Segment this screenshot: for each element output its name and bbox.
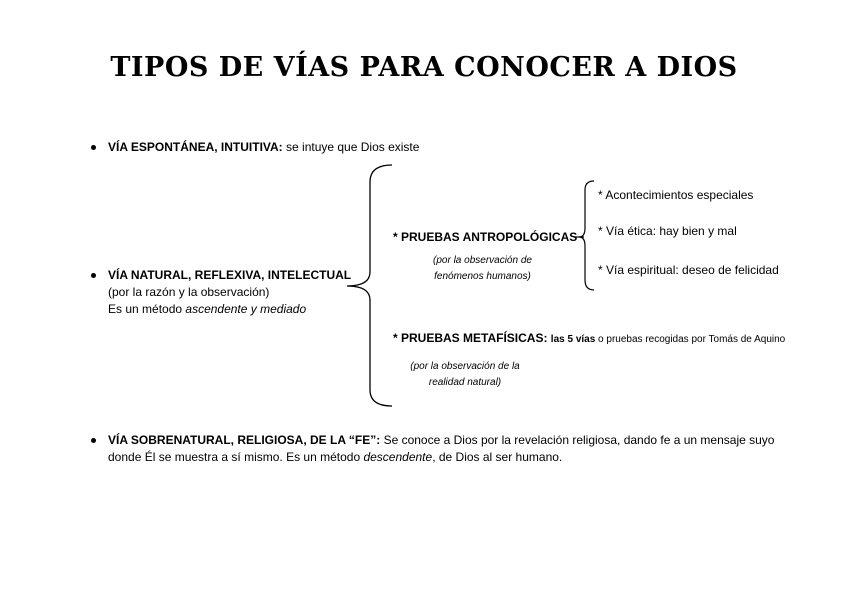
metafisicas-text: o pruebas recogidas por Tomás de Aquino <box>595 334 786 345</box>
antropologicas-label: * PRUEBAS ANTROPOLÓGICAS <box>393 230 578 244</box>
antropologicas-item-1: * Acontecimientos especiales <box>598 188 754 202</box>
via-natural-line3-italic: ascendente y mediado <box>185 302 307 316</box>
antropologicas-item-2: * Vía ética: hay bien y mal <box>598 224 737 238</box>
bullet-icon <box>91 438 96 443</box>
via-espontanea-text: se intuye que Dios existe <box>282 140 420 154</box>
via-natural-line2: (por la razón y la observación) <box>108 285 270 299</box>
via-natural-line3-prefix: Es un método <box>108 302 186 316</box>
via-sobrenatural-text1: Se conoce a Dios por la revelación religiosa, dando fe a un mensaje suyo <box>380 433 775 447</box>
main-brace-icon <box>347 165 392 406</box>
metafisicas-vias: las 5 vías <box>550 334 596 345</box>
via-natural-label: VÍA NATURAL, REFLEXIVA, INTELECTUAL <box>108 268 352 282</box>
antropologicas-note: (por la observación de fenómenos humanos) <box>433 255 532 282</box>
via-espontanea-label: VÍA ESPONTÁNEA, INTUITIVA: <box>108 140 283 154</box>
metafisicas-note: (por la observación de la realidad natural) <box>410 361 520 388</box>
page-title: TIPOS DE VÍAS PARA CONOCER A DIOS <box>110 52 738 83</box>
sub-brace-icon <box>579 181 594 290</box>
via-sobrenatural-label: VÍA SOBRENATURAL, RELIGIOSA, DE LA “FE”: <box>108 433 381 447</box>
via-sobrenatural: VÍA SOBRENATURAL, RELIGIOSA, DE LA “FE”: Se conoce a Dios por la revelación religiosa, dando fe a un mensaje suyo donde Él se muestra a sí mismo. Es un método descendente, de Dios al ser humano. <box>108 433 775 464</box>
metafisicas-label: * PRUEBAS METAFÍSICAS: las 5 vías o pruebas recogidas por Tomás de Aquino <box>393 331 786 345</box>
antropologicas-item-3: * Vía espiritual: deseo de felicidad <box>598 263 779 277</box>
